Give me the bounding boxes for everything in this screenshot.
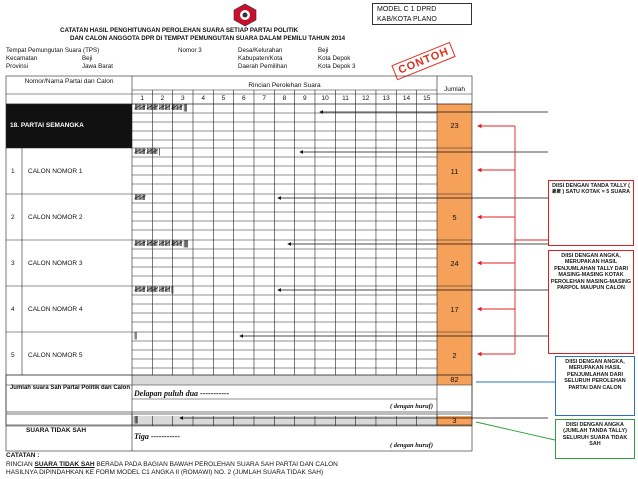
candidate-number: 4 xyxy=(11,306,15,313)
jumlah-words-hint: ( dengan huruf) xyxy=(390,403,433,410)
dapil-label: Daerah Pemilihan xyxy=(238,63,288,70)
footer-line-1-bold: SUARA TIDAK SAH xyxy=(34,461,95,468)
column-number: 3 xyxy=(181,95,185,102)
tps-label: Tempat Pemungutan Suara (TPS) xyxy=(6,47,100,54)
party-tally: 𝍸𝍸 𝍸𝍸 𝍸𝍸 𝍸𝍸 ||| xyxy=(134,103,187,112)
footer-line-1-post: BERADA PADA BAGIAN BAWAH PEROLEHAN SUARA SAH PARTAI DAN CALON xyxy=(94,461,338,468)
note-jumlah-seluruh: DIISI DENGAN ANGKA, MERUPAKAN HASIL PENJUMLAHAN DARI SELURUH PEROLEHAN PARTAI DAN CALON xyxy=(555,356,635,416)
kecamatan-label: Kecamatan xyxy=(6,55,38,62)
title-line-2: DAN CALON ANGGOTA DPR DI TEMPAT PEMUNGUTAN SUARA DALAM PEMILU TAHUN 2014 xyxy=(70,35,346,42)
candidate-total: 24 xyxy=(450,259,459,268)
kab-label: Kabupaten/Kota xyxy=(238,55,283,62)
title-line-1: CATATAN HASIL PENGHITUNGAN PEROLEHAN SUARA SETIAP PARTAI POLITIK xyxy=(60,27,299,34)
candidate-tally: 𝍸𝍸 𝍸𝍸 𝍸𝍸 𝍸𝍸 |||| xyxy=(134,239,188,248)
tidak-sah-words-hint: ( dengan huruf) xyxy=(390,442,433,449)
jumlah-label: Jumlah suara Sah Partai Politik dan Calon xyxy=(9,385,131,391)
provinsi-label: Provinsi xyxy=(6,63,29,70)
candidate-tally: 𝍸𝍸 xyxy=(134,193,146,202)
provinsi-value: Jawa Barat xyxy=(82,63,113,70)
note-angka: DIISI DENGAN ANGKA, MERUPAKAN HASIL PENJUMLAHAN TALLY DARI MASING-MASING KOTAK PEROLEHAN MASING-MASING PARPOL MAUPUN CALON xyxy=(548,250,634,354)
column-number: 2 xyxy=(160,95,165,102)
tps-value: Nomor 3 xyxy=(178,47,202,54)
candidate-name: CALON NOMOR 5 xyxy=(28,352,83,359)
candidate-tally: 𝍸𝍸 𝍸𝍸 | xyxy=(134,147,160,156)
candidate-tally: || xyxy=(134,331,137,340)
footer-line-1 xyxy=(6,461,338,469)
party-name: 18. PARTAI SEMANGKA xyxy=(10,122,84,129)
column-number: 5 xyxy=(221,95,226,102)
candidate-name: CALON NOMOR 4 xyxy=(28,306,83,313)
column-number: 15 xyxy=(423,95,431,102)
column-number: 6 xyxy=(241,95,246,102)
desa-label: Desa/Kelurahan xyxy=(238,47,283,54)
footer-line-1-pre: RINCIAN xyxy=(6,461,35,468)
footer-line-2: HASILNYA DIPINDAHKAN KE FORM MODEL C1 ANGKA II (ROMAWI) NO. 2 (JUMLAH SUARA TIDAK SAH) xyxy=(6,469,324,476)
column-number: 9 xyxy=(302,95,307,102)
candidate-name: CALON NOMOR 2 xyxy=(28,214,83,221)
header-rincian: Rincian Perolehan Suara xyxy=(248,82,321,89)
candidate-name: CALON NOMOR 3 xyxy=(28,260,83,267)
candidate-total: 5 xyxy=(452,213,457,222)
red-bracket xyxy=(478,126,548,354)
candidate-number: 5 xyxy=(11,352,15,359)
dapil-value: Kota Depok 3 xyxy=(318,63,356,70)
desa-value: Beji xyxy=(318,47,329,54)
note-tidak-sah: DIISI DENGAN ANGKA (JUMLAH TANDA TALLY) SELURUH SUARA TIDAK SAH xyxy=(555,419,635,459)
candidate-total: 11 xyxy=(450,167,459,176)
kecamatan-value: Beji xyxy=(82,55,93,62)
column-number: 14 xyxy=(402,95,411,102)
column-number: 11 xyxy=(342,95,349,102)
candidate-total: 17 xyxy=(450,305,459,314)
candidate-name: CALON NOMOR 1 xyxy=(28,168,83,175)
column-number: 7 xyxy=(262,95,266,102)
tidak-sah-label: SUARA TIDAK SAH xyxy=(26,427,87,434)
column-number: 8 xyxy=(282,95,287,102)
column-number: 4 xyxy=(201,95,205,102)
model-line-2: KAB/KOTA PLANO xyxy=(377,16,437,23)
model-line-1: MODEL C 1 DPRD xyxy=(377,6,437,13)
jumlah-total: 82 xyxy=(450,375,459,384)
contoh-stamp: CONTOH xyxy=(391,42,456,81)
column-number: 10 xyxy=(321,95,329,102)
tidak-sah-tally: ||| xyxy=(134,415,138,424)
header-jumlah: Jumlah xyxy=(444,86,465,93)
party-total: 23 xyxy=(450,121,459,130)
column-number: 1 xyxy=(140,95,144,102)
candidate-number: 2 xyxy=(11,214,15,221)
green-arrow xyxy=(476,422,555,440)
candidate-number: 1 xyxy=(11,168,15,175)
black-arrows xyxy=(180,112,548,418)
column-number: 12 xyxy=(362,95,370,102)
footer-heading: CATATAN : xyxy=(6,452,40,459)
kab-value: Kota Depok xyxy=(318,55,351,62)
candidate-number: 3 xyxy=(11,260,15,267)
jumlah-words: Delapan puluh dua ----------- xyxy=(134,389,230,398)
tidak-sah-words: Tiga ----------- xyxy=(134,432,181,441)
candidate-tally: 𝍸𝍸 𝍸𝍸 𝍸𝍸 || xyxy=(134,285,173,294)
note-tally: DIISI DENGAN TANDA TALLY ( 𝍸𝍸 ) SATU KOTAK = 5 SUARA xyxy=(548,180,634,246)
column-number: 13 xyxy=(382,95,390,102)
header-nama: Nomor/Nama Partai dan Calon xyxy=(24,78,114,85)
tidak-sah-total: 3 xyxy=(452,416,457,425)
candidate-total: 2 xyxy=(452,351,457,360)
